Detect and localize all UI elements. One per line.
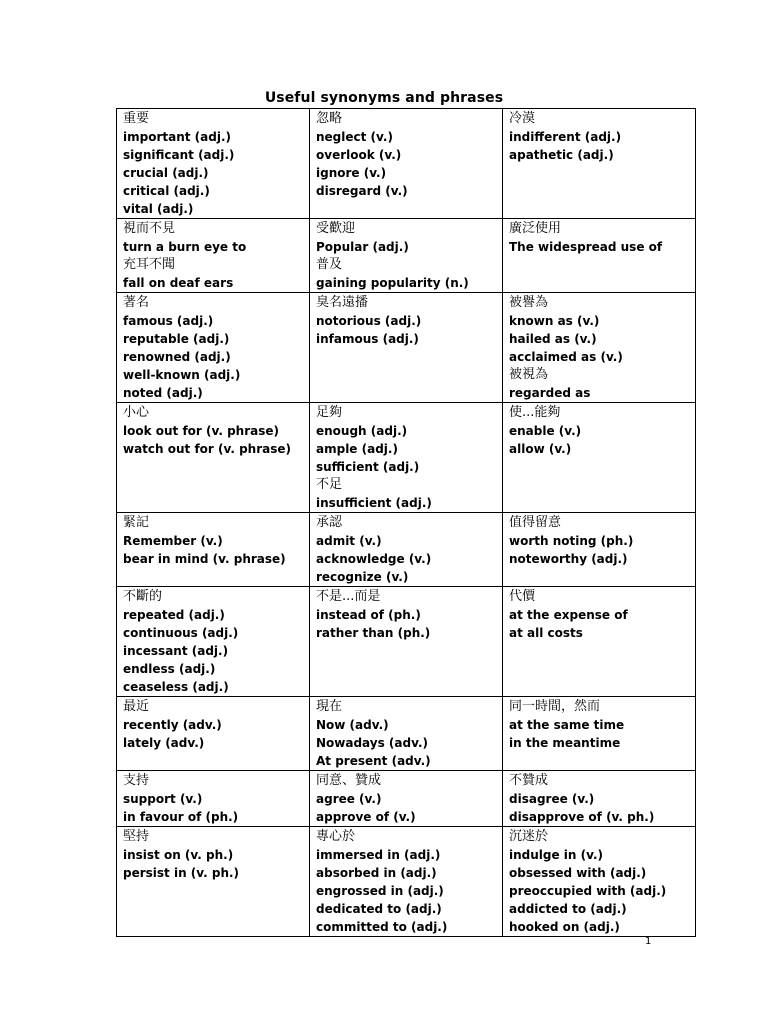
english-entry: acknowledge (v.) (316, 552, 432, 566)
english-entry: lately (adv.) (123, 736, 205, 750)
english-entry: neglect (v.) (316, 130, 393, 144)
table-row (117, 587, 696, 697)
english-entry: The widespread use of (509, 240, 663, 254)
english-entry: preoccupied with (adj.) (509, 884, 667, 898)
english-entry: in favour of (ph.) (123, 810, 239, 824)
english-entry: well-known (adj.) (123, 368, 241, 382)
english-entry: committed to (adj.) (316, 920, 448, 934)
table-row (117, 697, 696, 771)
table-cell (117, 109, 310, 219)
table-cell (310, 403, 503, 513)
table-cell (503, 587, 696, 697)
english-entry: indulge in (v.) (509, 848, 604, 862)
chinese-heading: 不贊成 (509, 773, 549, 788)
english-entry: ample (adj.) (316, 442, 398, 456)
chinese-heading: 代價 (509, 589, 536, 604)
english-entry: bear in mind (v. phrase) (123, 552, 286, 566)
english-entry: Popular (adj.) (316, 240, 409, 254)
chinese-heading: 冷漠 (509, 111, 536, 126)
table-cell (117, 771, 310, 827)
english-entry: notorious (adj.) (316, 314, 422, 328)
page-title: Useful synonyms and phrases (264, 90, 504, 106)
english-entry: indifferent (adj.) (509, 130, 622, 144)
table-row (117, 827, 696, 937)
english-entry: worth noting (ph.) (509, 534, 634, 548)
english-entry: turn a burn eye to (123, 240, 247, 254)
table-cell (503, 403, 696, 513)
chinese-heading: 承認 (316, 515, 343, 530)
table-cell (117, 827, 310, 937)
chinese-heading: 支持 (123, 773, 150, 788)
english-entry: disapprove of (v. ph.) (509, 810, 655, 824)
english-entry: allow (v.) (509, 442, 572, 456)
english-entry: crucial (adj.) (123, 166, 209, 180)
chinese-heading: 最近 (123, 699, 150, 714)
chinese-heading: 不足 (316, 477, 343, 492)
chinese-heading: 充耳不聞 (123, 257, 176, 272)
english-entry: hooked on (adj.) (509, 920, 620, 934)
english-entry: important (adj.) (123, 130, 231, 144)
english-entry: Remember (v.) (123, 534, 223, 548)
english-entry: hailed as (v.) (509, 332, 597, 346)
chinese-heading: 小心 (123, 405, 150, 420)
english-entry: fall on deaf ears (123, 276, 234, 290)
english-entry: disagree (v.) (509, 792, 595, 806)
english-entry: persist in (v. ph.) (123, 866, 240, 880)
english-entry: agree (v.) (316, 792, 382, 806)
table-row (117, 403, 696, 513)
english-entry: reputable (adj.) (123, 332, 230, 346)
chinese-heading: 臭名遠播 (316, 295, 369, 310)
chinese-heading: 沉迷於 (509, 829, 549, 844)
synonyms-table (116, 108, 696, 937)
chinese-heading: 被譽為 (509, 295, 549, 310)
table-cell (310, 219, 503, 293)
english-entry: admit (v.) (316, 534, 382, 548)
english-entry: at the expense of (509, 608, 628, 622)
english-entry: vital (adj.) (123, 202, 194, 216)
english-entry: critical (adj.) (123, 184, 210, 198)
english-entry: disregard (v.) (316, 184, 408, 198)
table-cell (310, 697, 503, 771)
english-entry: immersed in (adj.) (316, 848, 441, 862)
chinese-heading: 視而不見 (123, 221, 176, 236)
english-entry: repeated (adj.) (123, 608, 225, 622)
table-row (117, 513, 696, 587)
chinese-heading: 同意、贊成 (316, 773, 382, 788)
chinese-heading: 普及 (316, 257, 343, 272)
english-entry: look out for (v. phrase) (123, 424, 279, 438)
chinese-heading: 不斷的 (123, 589, 163, 604)
chinese-heading: 被視為 (509, 367, 549, 382)
table-row (117, 109, 696, 219)
table-cell (117, 403, 310, 513)
table-cell (310, 587, 503, 697)
page-number: 1 (645, 936, 652, 947)
english-entry: gaining popularity (n.) (316, 276, 469, 290)
english-entry: famous (adj.) (123, 314, 214, 328)
english-entry: at all costs (509, 626, 583, 640)
chinese-heading: 堅持 (123, 829, 150, 844)
english-entry: insufficient (adj.) (316, 496, 432, 510)
chinese-heading: 值得留意 (509, 515, 562, 530)
english-entry: noteworthy (adj.) (509, 552, 628, 566)
english-entry: absorbed in (adj.) (316, 866, 437, 880)
english-entry: renowned (adj.) (123, 350, 231, 364)
table-row (117, 771, 696, 827)
chinese-heading: 著名 (123, 295, 150, 310)
english-entry: noted (adj.) (123, 386, 203, 400)
english-entry: endless (adj.) (123, 662, 216, 676)
english-entry: recognize (v.) (316, 570, 409, 584)
english-entry: enough (adj.) (316, 424, 408, 438)
english-entry: engrossed in (adj.) (316, 884, 444, 898)
english-entry: continuous (adj.) (123, 626, 239, 640)
table-cell (117, 587, 310, 697)
chinese-heading: 重要 (123, 111, 150, 126)
english-entry: Nowadays (adv.) (316, 736, 428, 750)
english-entry: obsessed with (adj.) (509, 866, 647, 880)
english-entry: instead of (ph.) (316, 608, 421, 622)
table-row (117, 219, 696, 293)
table-cell (503, 293, 696, 403)
english-entry: rather than (ph.) (316, 626, 431, 640)
english-entry: approve of (v.) (316, 810, 416, 824)
english-entry: known as (v.) (509, 314, 600, 328)
table-cell (503, 219, 696, 293)
table-cell (117, 293, 310, 403)
english-entry: enable (v.) (509, 424, 582, 438)
chinese-heading: 不是...而是 (316, 589, 381, 604)
english-entry: support (v.) (123, 792, 203, 806)
english-entry: recently (adv.) (123, 718, 222, 732)
table-cell (310, 771, 503, 827)
english-entry: acclaimed as (v.) (509, 350, 623, 364)
chinese-heading: 緊記 (123, 515, 150, 530)
table-cell (117, 513, 310, 587)
chinese-heading: 使...能夠 (509, 405, 561, 420)
chinese-heading: 受歡迎 (316, 221, 356, 236)
table-cell (503, 109, 696, 219)
english-entry: ceaseless (adj.) (123, 680, 229, 694)
table-cell (503, 827, 696, 937)
english-entry: apathetic (adj.) (509, 148, 614, 162)
chinese-heading: 現在 (316, 699, 343, 714)
chinese-heading: 足夠 (316, 405, 343, 420)
chinese-heading: 專心於 (316, 829, 356, 844)
english-entry: Now (adv.) (316, 718, 389, 732)
english-entry: dedicated to (adj.) (316, 902, 442, 916)
chinese-heading: 廣泛使用 (509, 221, 562, 236)
english-entry: insist on (v. ph.) (123, 848, 234, 862)
table-cell (310, 513, 503, 587)
table-cell (310, 827, 503, 937)
english-entry: regarded as (509, 386, 591, 400)
table-cell (117, 697, 310, 771)
english-entry: watch out for (v. phrase) (123, 442, 291, 456)
chinese-heading: 同一時間，然而 (509, 699, 601, 714)
table-cell (503, 771, 696, 827)
english-entry: At present (adv.) (316, 754, 431, 768)
table-cell (503, 513, 696, 587)
english-entry: in the meantime (509, 736, 621, 750)
english-entry: overlook (v.) (316, 148, 402, 162)
english-entry: significant (adj.) (123, 148, 235, 162)
english-entry: addicted to (adj.) (509, 902, 627, 916)
english-entry: sufficient (adj.) (316, 460, 420, 474)
table-cell (310, 109, 503, 219)
table-row (117, 293, 696, 403)
chinese-heading: 忽略 (316, 111, 343, 126)
english-entry: infamous (adj.) (316, 332, 419, 346)
table-cell (503, 697, 696, 771)
table-cell (310, 293, 503, 403)
english-entry: incessant (adj.) (123, 644, 229, 658)
english-entry: ignore (v.) (316, 166, 387, 180)
table-cell (117, 219, 310, 293)
english-entry: at the same time (509, 718, 625, 732)
